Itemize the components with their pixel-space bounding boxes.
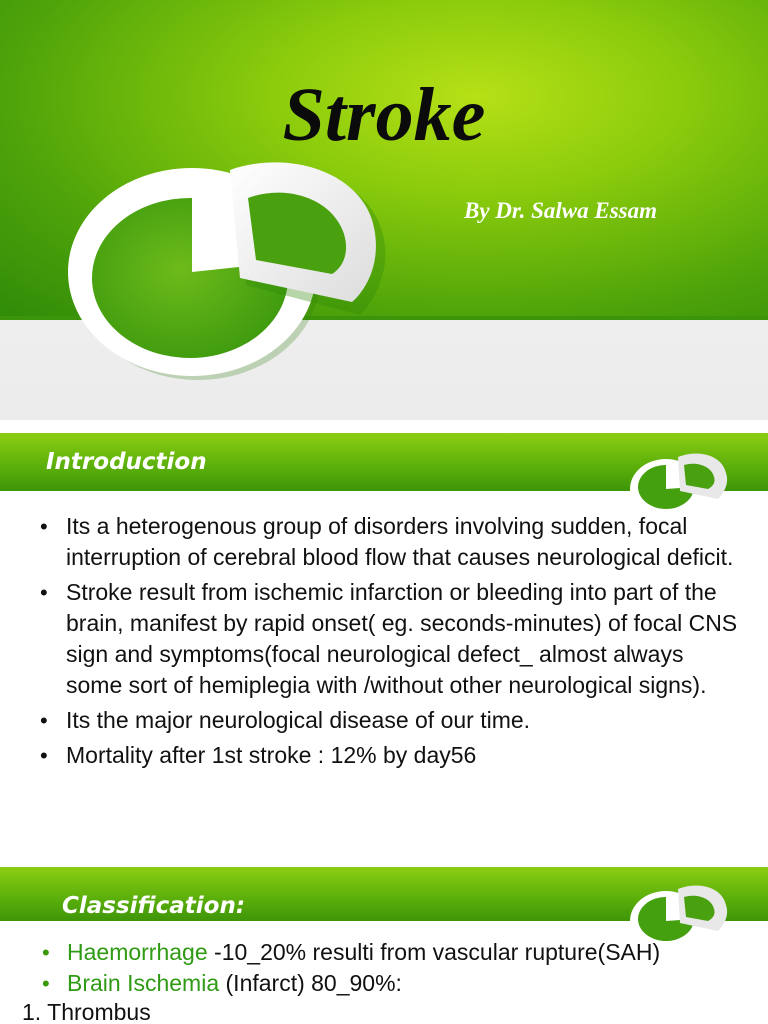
- list-item-text: Its the major neurological disease of our time.: [66, 707, 531, 733]
- classification-list: [42, 937, 762, 999]
- bullet-marker: •: [40, 514, 48, 539]
- intro-bullet-list: [40, 511, 740, 775]
- list-item: [40, 740, 740, 771]
- classification-detail: (Infarct) 80_90%:: [219, 970, 402, 996]
- section-heading: Classification:: [62, 893, 246, 919]
- classification-detail: -10_20% resulti from vascular rupture(SAH): [207, 939, 661, 965]
- introduction-slide: [0, 433, 768, 845]
- slide-author: By Dr. Salwa Essam: [464, 198, 657, 223]
- classification-slide: [0, 867, 768, 1024]
- list-item: [42, 937, 762, 968]
- classification-term: Haemorrhage: [67, 939, 208, 965]
- bullet-marker: •: [40, 743, 48, 768]
- bullet-marker: •: [40, 580, 48, 605]
- slide-title: Stroke: [282, 73, 486, 157]
- list-item: [42, 968, 762, 999]
- list-item: [40, 705, 740, 736]
- pie-chart-logo-icon: [60, 150, 430, 390]
- bullet-marker: •: [42, 940, 50, 965]
- list-item: [40, 511, 740, 573]
- list-item-text: Mortality after 1st stroke : 12% by day56: [66, 742, 477, 768]
- classification-term: Brain Ischemia: [67, 970, 220, 996]
- title-slide: [0, 0, 768, 420]
- section-heading: Introduction: [46, 449, 207, 475]
- numbered-item: 1. Thrombus: [22, 999, 151, 1024]
- bullet-marker: •: [42, 971, 50, 996]
- bullet-marker: •: [40, 708, 48, 733]
- list-item: [40, 577, 740, 701]
- list-item-text: Its a heterogenous group of disorders involving sudden, focal interruption of cerebral blood flow that causes neurological deficit.: [66, 513, 734, 570]
- list-item-text: Stroke result from ischemic infarction or bleeding into part of the brain, manifest by rapid onset( eg. seconds-minutes) of focal CNS sign and symptoms(focal neurological defect_ almost always some sort of hemiplegia with /without other neurological signs).: [66, 579, 738, 698]
